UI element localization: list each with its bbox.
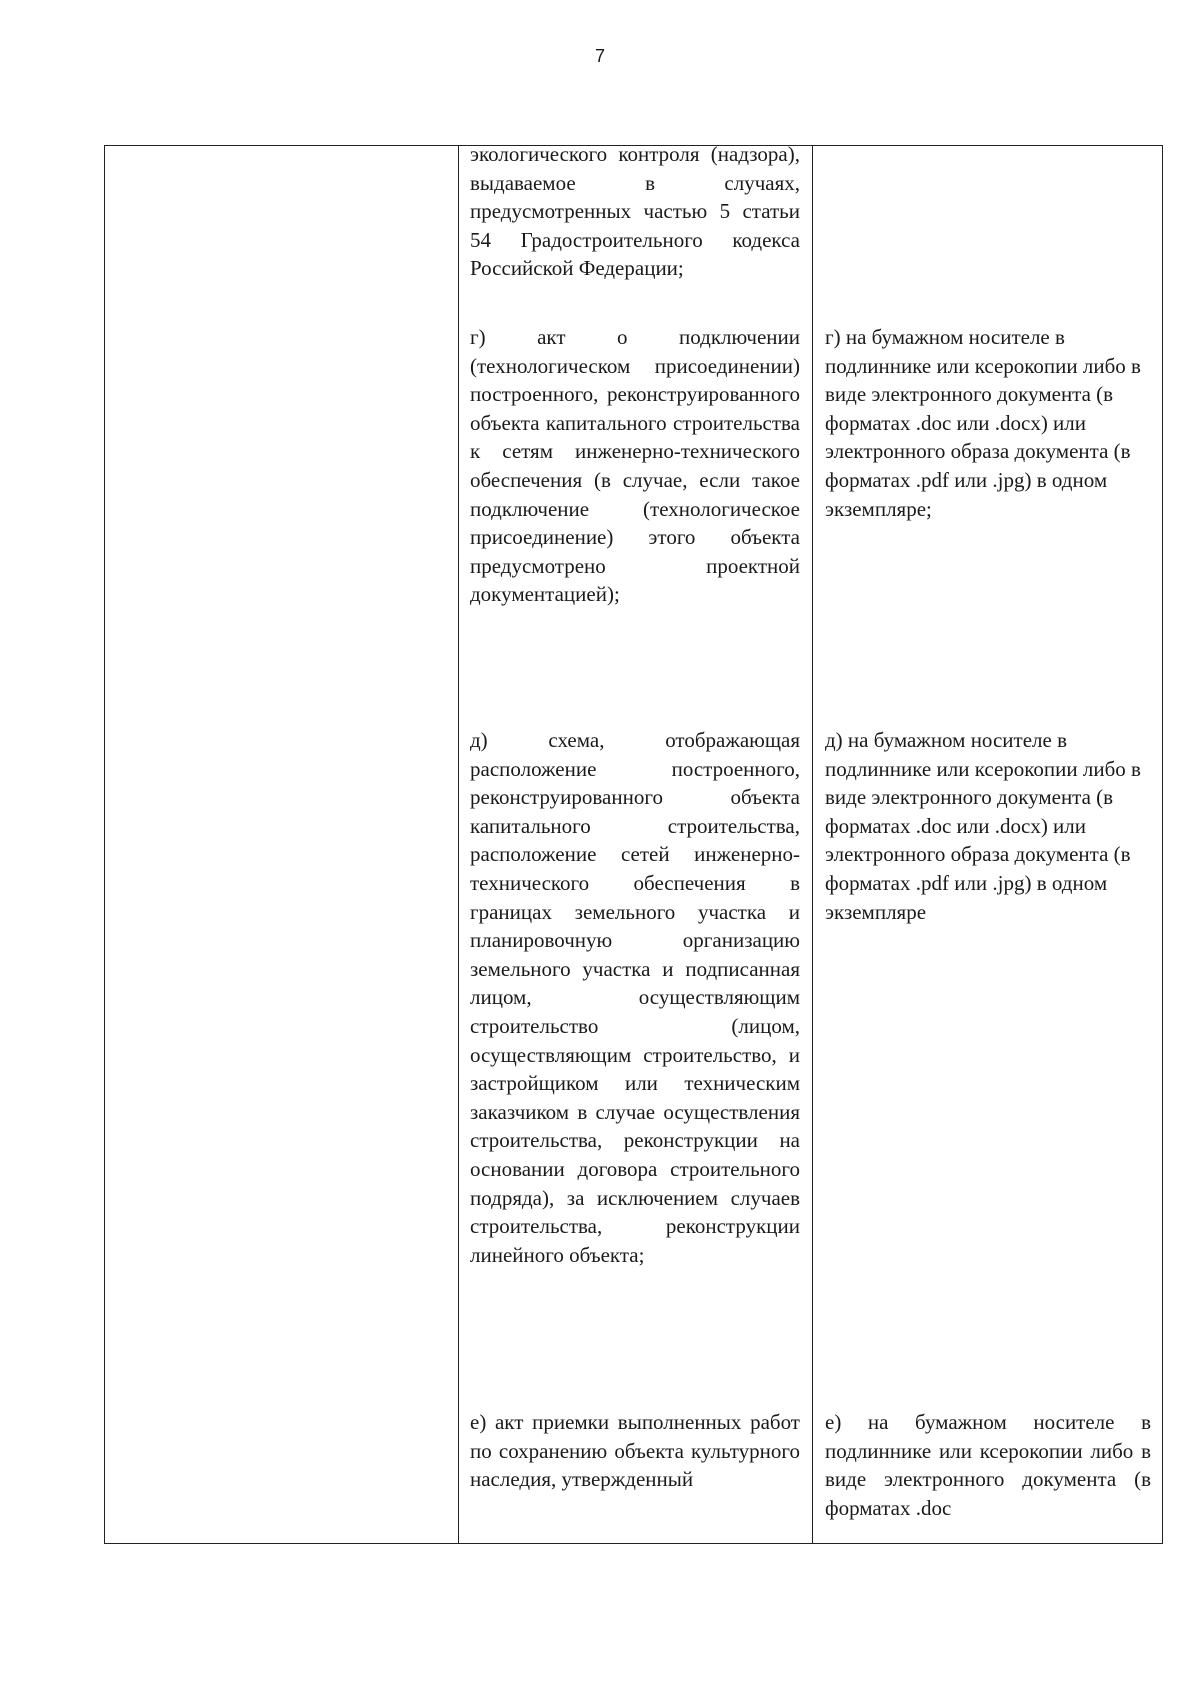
column-divider xyxy=(458,146,459,1543)
document-item-continuation: экологического контроля (надзора), выдаваемое в случаях, предусмотренных частью 5 статьи 54 Градостроительного кодекса Российской Федерации; xyxy=(470,142,800,281)
document-form-e: е) на бумажном носителе в подлиннике или ксерокопии либо в виде электронного документа (в форматах .doc xyxy=(825,1410,1151,1520)
document-item-g: г) акт о подключении (технологическом присоединении) построенного, реконструированного объекта капитального строительства к сетям инженерно-технического обеспечения (в случае, если такое подключение (технологическое присоединение) этого объекта предусмотрено проектной документацией); xyxy=(470,325,800,607)
document-item-e: е) акт приемки выполненных работ по сохранению объекта культурного наследия, утвержденный xyxy=(470,1410,800,1492)
document-form-g: г) на бумажном носителе в подлиннике или ксерокопии либо в виде электронного документа (в форматах .doc или .docx) или электронного образа документа (в форматах .pdf или .jpg) в одном экземпляре; xyxy=(825,325,1141,521)
document-form-d: д) на бумажном носителе в подлиннике или ксерокопии либо в виде электронного документа (в форматах .doc или .docx) или электронного образа документа (в форматах .pdf или .jpg) в одном экземпляре xyxy=(825,728,1141,924)
document-item-d: д) схема, отображающая расположение построенного, реконструированного объекта капитального строительства, расположение сетей инженерно-технического обеспечения в границах земельного участка и планировочную организацию земельного участка и подписанная лицом, осуществляющим строительство (лицом, осуществляющим строительство, и застройщиком или техническим заказчиком в случае осуществления строительства, реконструкции на основании договора строительного подряда), за исключением случаев строительства, реконструкции линейного объекта; xyxy=(470,728,800,1267)
page-number: 7 xyxy=(594,46,605,66)
column-divider xyxy=(812,146,813,1543)
documents-table xyxy=(104,142,1163,1544)
